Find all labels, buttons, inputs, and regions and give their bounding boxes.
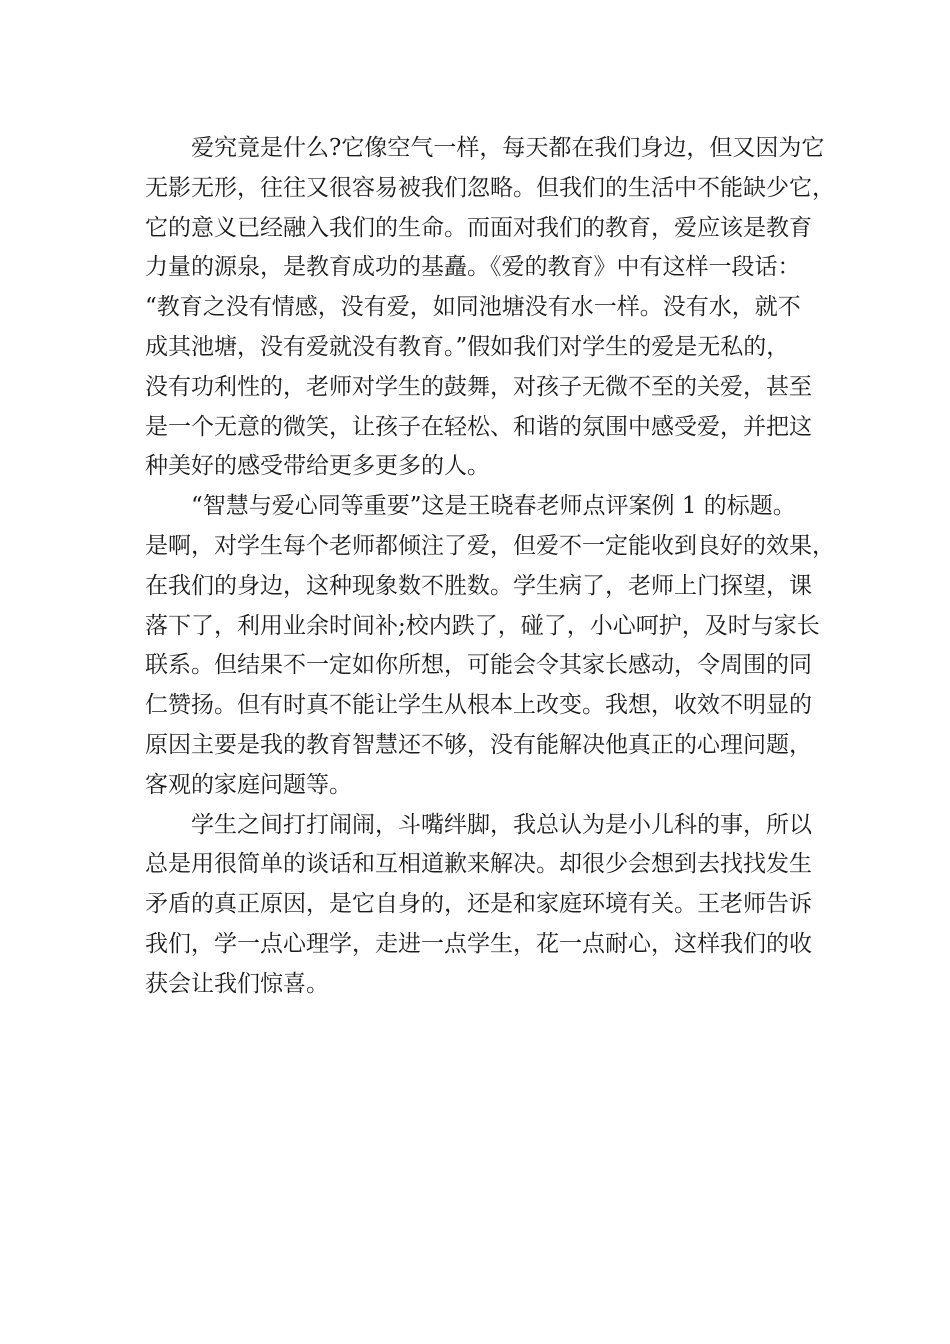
paragraph-2 [145, 487, 835, 805]
paragraph-line: 种美好的感受带给更多更多的人。 [145, 453, 490, 480]
paragraph-line: 仁赞扬。但有时真不能让学生从根本上改变。我想，收效不明显的 [145, 692, 812, 719]
paragraph-line: 在我们的身边，这种现象数不胜数。学生病了，老师上门探望，课 [145, 572, 812, 599]
paragraph-line: 总是用很简单的谈话和互相道歉来解决。却很少会想到去找找发生 [145, 851, 812, 878]
paragraph-line: “教育之没有情感，没有爱，如同池塘没有水一样。没有水，就不 [145, 294, 801, 321]
paragraph-line: 获会让我们惊喜。 [145, 970, 329, 997]
paragraph-line: “智慧与爱心同等重要”这是王晓春老师点评案例 1 的标题。 [191, 493, 796, 520]
paragraph-line: 是一个无意的微笑，让孩子在轻松、和谐的氛围中感受爱，并把这 [145, 413, 812, 440]
paragraph-line: 没有功利性的，老师对学生的鼓舞，对孩子无微不至的关爱，甚至 [145, 373, 812, 400]
paragraph-line: 我们，学一点心理学，走进一点学生，花一点耐心，这样我们的收 [145, 930, 812, 957]
paragraph-line: 无影无形，往往又很容易被我们忽略。但我们的生活中不能缺少它， [145, 174, 835, 201]
paragraph-line: 矛盾的真正原因，是它自身的，还是和家庭环境有关。王老师告诉 [145, 891, 812, 918]
paragraph-line: 爱究竟是什么?它像空气一样，每天都在我们身边，但又因为它 [191, 135, 825, 161]
paragraph-1 [145, 129, 835, 487]
paragraph-line: 它的意义已经融入我们的生命。而面对我们的教育，爱应该是教育 [145, 214, 812, 241]
paragraph-line: 学生之间打打闹闹，斗嘴绊脚，我总认为是小儿科的事，所以 [191, 811, 812, 838]
paragraph-line: 成其池塘，没有爱就没有教育。”假如我们对学生的爱是无私的， [145, 333, 790, 360]
paragraph-line: 原因主要是我的教育智慧还不够，没有能解决他真正的心理问题， [145, 731, 812, 758]
paragraph-line: 联系。但结果不一定如你所想，可能会令其家长感动，令周围的同 [145, 652, 812, 679]
paragraph-line: 是啊，对学生每个老师都倾注了爱，但爱不一定能收到良好的效果， [145, 532, 835, 559]
paragraph-3 [145, 806, 812, 1005]
paragraph-line: 力量的源泉，是教育成功的基矗。《爱的教育》中有这样一段话： [145, 254, 801, 281]
paragraph-line: 客观的家庭问题等。 [145, 771, 352, 798]
document-body [145, 129, 835, 1005]
paragraph-line: 落下了，利用业余时间补;校内跌了，碰了，小心呵护，及时与家长 [145, 612, 820, 639]
